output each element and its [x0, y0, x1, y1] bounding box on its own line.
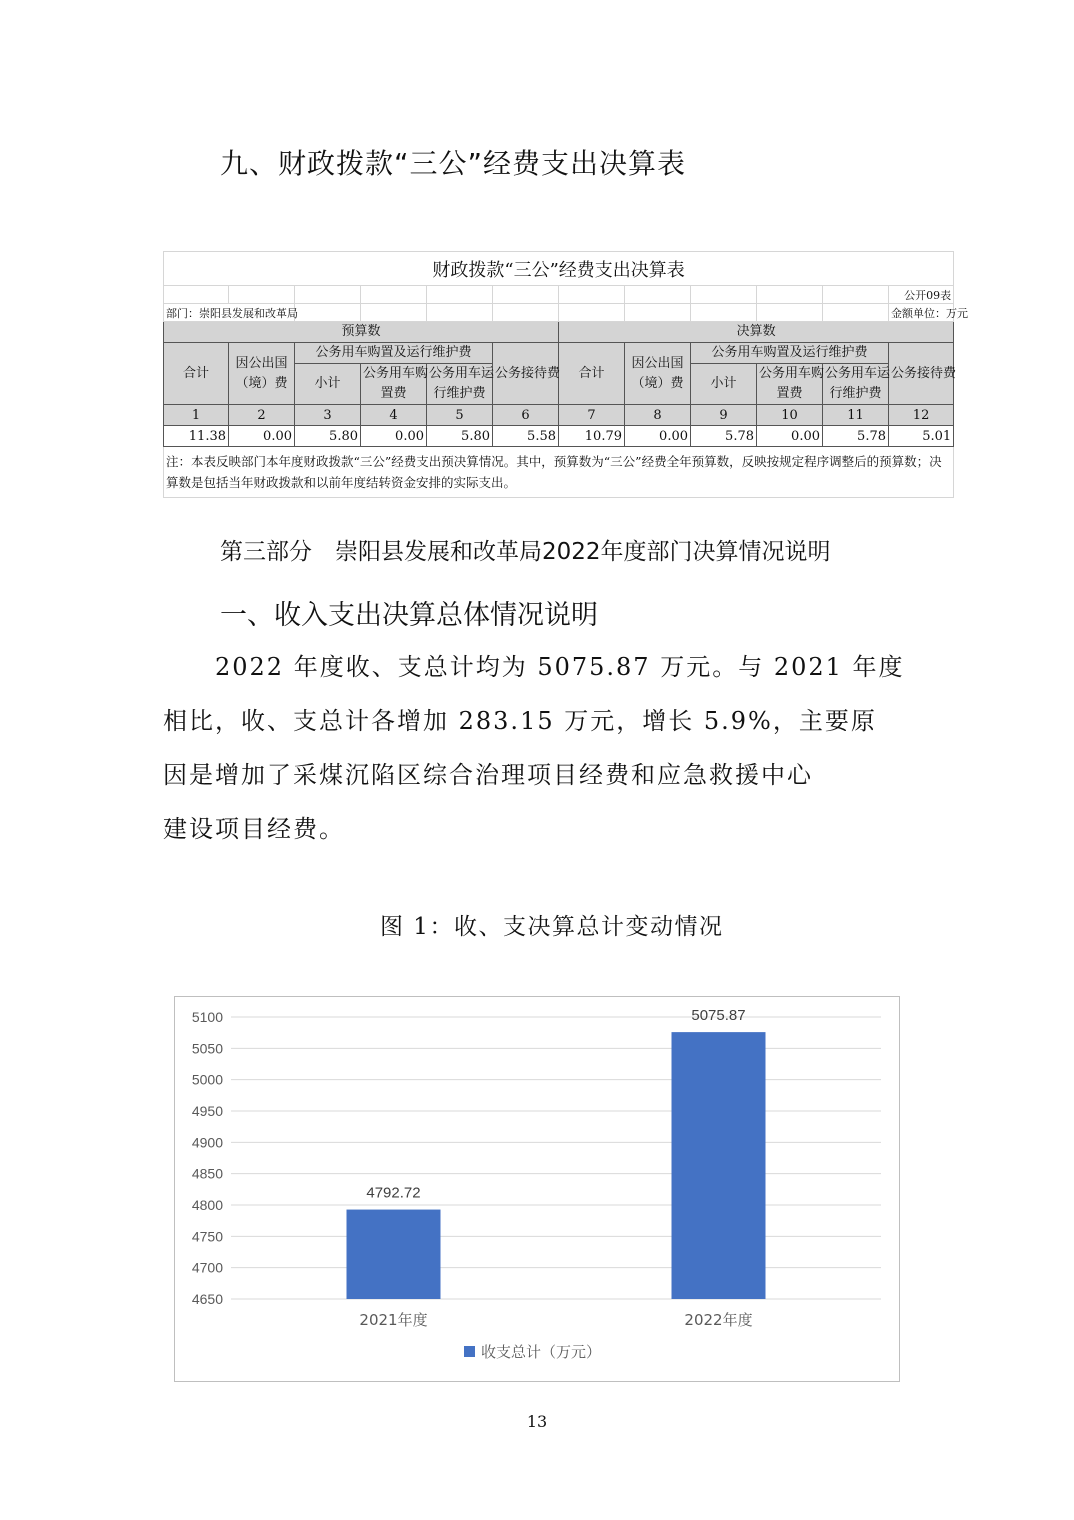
table-cell: 10.79 — [559, 426, 625, 447]
final-purchase-header: 公务用车购 置费 — [757, 364, 823, 405]
data-label: 4792.72 — [366, 1184, 421, 1202]
budget-subtotal-header: 小计 — [295, 364, 361, 405]
part-heading: 第三部分 崇阳县发展和改革局2022年度部门决算情况说明 — [220, 539, 831, 565]
y-tick-label: 4650 — [191, 1291, 223, 1307]
table-cell: 5.78 — [823, 426, 889, 447]
page-number: 13 — [526, 1412, 548, 1431]
table-cell: 11.38 — [164, 426, 229, 447]
chart-bar — [347, 1210, 441, 1299]
data-label: 5075.87 — [691, 1007, 746, 1025]
y-tick-label: 4900 — [191, 1134, 223, 1151]
paragraph-line: 2022 年度收、支总计均为 5075.87 万元。与 2021 年度 — [163, 653, 905, 681]
table-cell: 0.00 — [229, 426, 295, 447]
table-cell: 5.80 — [427, 426, 493, 447]
figure-caption: 图 1：收、支决算总计变动情况 — [380, 914, 724, 940]
column-number: 11 — [823, 405, 889, 426]
y-tick-label: 4750 — [191, 1228, 223, 1245]
budget-vehicle-group-header: 公务用车购置及运行维护费 — [295, 343, 493, 364]
budget-operation-header: 公务用车运 行维护费 — [427, 364, 493, 405]
y-tick-label: 4800 — [191, 1197, 223, 1213]
column-number: 2 — [229, 405, 295, 426]
table-note: 注：本表反映部门本年度财政拨款“三公”经费支出预决算情况。其中，预算数为“三公”经费全年预算数，反映按规定程序调整后的预算数；决算数是包括当年财政拨款和以前年度结转资金安排的实际支出。 — [164, 447, 954, 498]
legend-label: 收支总计（万元） — [481, 1343, 602, 1361]
budget-reception-header: 公务接待费 — [493, 343, 559, 405]
final-reception-header: 公务接待费 — [889, 343, 954, 405]
column-number: 12 — [889, 405, 954, 426]
column-number: 3 — [295, 405, 361, 426]
x-tick-label: 2022年度 — [684, 1311, 753, 1329]
chart-svg — [175, 997, 899, 1381]
column-number: 5 — [427, 405, 493, 426]
column-number: 10 — [757, 405, 823, 426]
chart-bar — [672, 1032, 766, 1299]
summary-paragraph — [163, 640, 913, 856]
final-abroad-header: 因公出国 （境）费 — [625, 343, 691, 405]
column-number-row — [164, 405, 954, 426]
final-operation-header: 公务用车运 行维护费 — [823, 364, 889, 405]
department-label: 部门：崇阳县发展和改革局 — [164, 304, 295, 322]
legend-swatch — [464, 1346, 475, 1357]
y-tick-label: 5100 — [191, 1009, 223, 1025]
table-cell: 0.00 — [625, 426, 691, 447]
column-number: 6 — [493, 405, 559, 426]
y-tick-label: 4950 — [191, 1103, 223, 1119]
x-tick-label: 2021年度 — [359, 1311, 428, 1329]
final-total-header: 合计 — [559, 343, 625, 405]
table-cell: 0.00 — [361, 426, 427, 447]
final-group-header: 决算数 — [559, 322, 954, 343]
value-row — [164, 426, 954, 447]
sub-heading: 一、收入支出决算总体情况说明 — [220, 600, 598, 631]
table-title: 财政拨款“三公”经费支出决算表 — [164, 252, 954, 286]
y-tick-label: 4700 — [191, 1259, 223, 1276]
section-heading: 九、财政拨款“三公”经费支出决算表 — [220, 147, 687, 180]
budget-abroad-header: 因公出国 （境）费 — [229, 343, 295, 405]
budget-total-header: 合计 — [164, 343, 229, 405]
unit-label: 金额单位：万元 — [889, 304, 954, 322]
table-cell: 0.00 — [757, 426, 823, 447]
paragraph-line: 相比，收、支总计各增加 283.15 万元，增长 5.9%，主要原 — [163, 707, 877, 735]
three-public-expenses-table — [163, 251, 968, 498]
table-cell: 5.01 — [889, 426, 954, 447]
final-subtotal-header: 小计 — [691, 364, 757, 405]
y-tick-label: 5050 — [191, 1040, 223, 1057]
paragraph-line: 建设项目经费。 — [163, 815, 345, 843]
column-number: 4 — [361, 405, 427, 426]
table-cell: 5.78 — [691, 426, 757, 447]
budget-group-header: 预算数 — [164, 322, 559, 343]
table-cell: 5.80 — [295, 426, 361, 447]
column-number: 7 — [559, 405, 625, 426]
income-expense-chart — [174, 996, 900, 1382]
paragraph-line: 因是增加了采煤沉陷区综合治理项目经费和应急救援中心 — [163, 761, 813, 789]
table-cell: 5.58 — [493, 426, 559, 447]
y-tick-label: 4850 — [191, 1165, 223, 1182]
column-number: 1 — [164, 405, 229, 426]
column-number: 8 — [625, 405, 691, 426]
column-number: 9 — [691, 405, 757, 426]
budget-purchase-header: 公务用车购 置费 — [361, 364, 427, 405]
final-vehicle-group-header: 公务用车购置及运行维护费 — [691, 343, 889, 364]
table-code: 公开09表 — [889, 286, 954, 304]
y-tick-label: 5000 — [191, 1071, 223, 1088]
